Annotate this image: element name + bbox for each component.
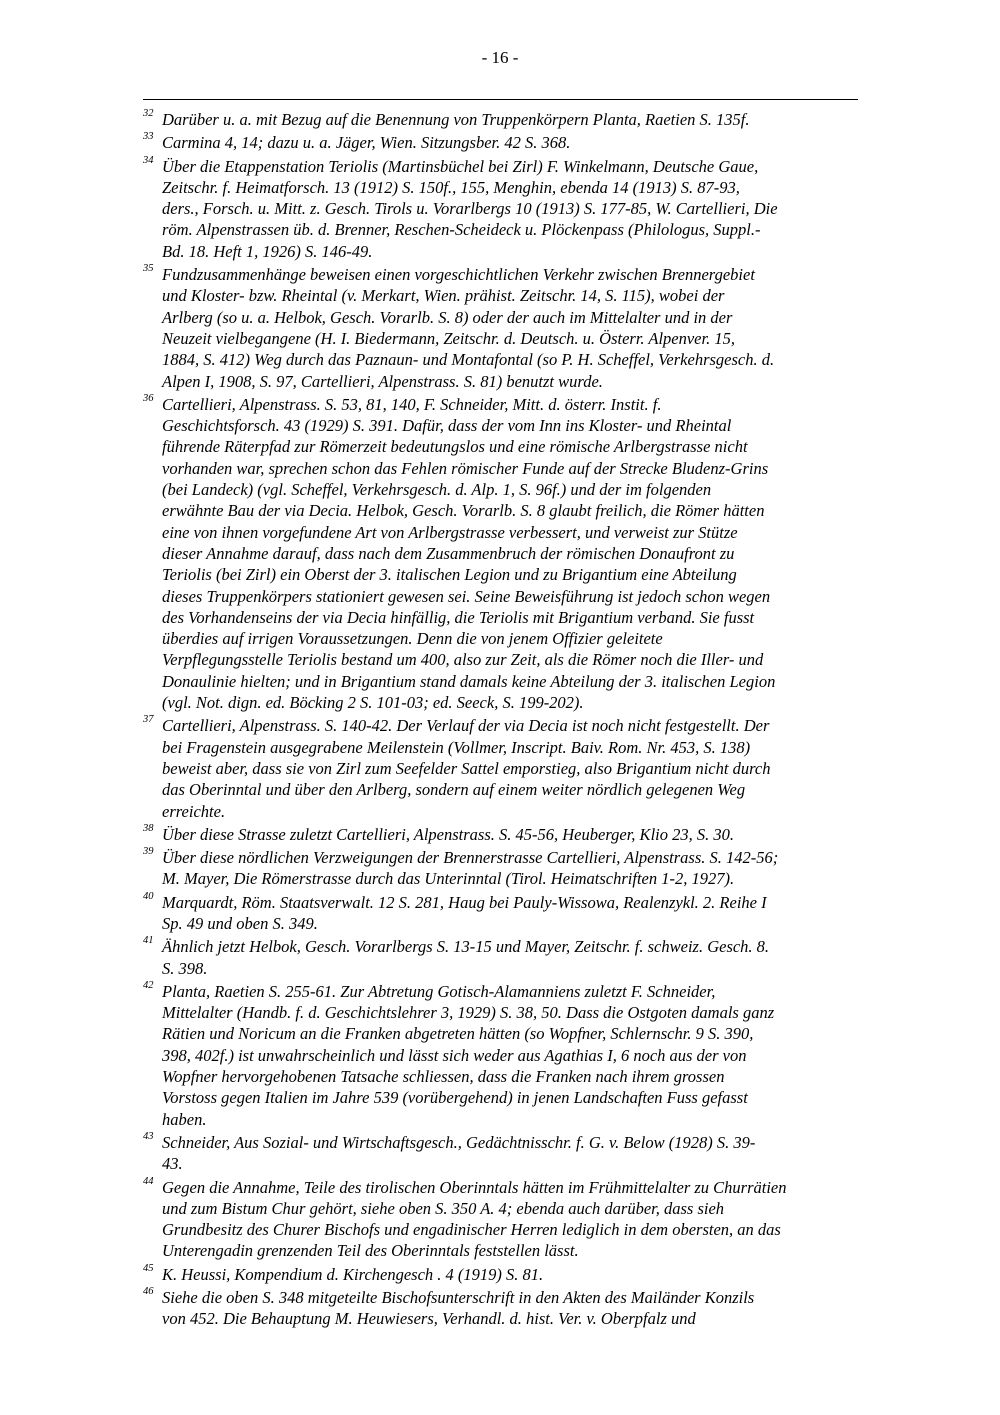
footnote-text-line: Schneider, Aus Sozial- und Wirtschaftsgesch., Gedächtnisschr. f. G. v. Below (1928) S. 39- bbox=[162, 1132, 756, 1152]
footnote-number: 34 bbox=[143, 154, 154, 166]
footnote-text-line: dieser Annahme darauf, dass nach dem Zusammenbruch der römischen Donaufront zu bbox=[162, 543, 735, 563]
footnote-text-line: Ähnlich jetzt Helbok, Gesch. Vorarlbergs S. 13-15 und Mayer, Zeitschr. f. schweiz. Gesch. 8. bbox=[162, 937, 770, 957]
footnote-text-line: beweist aber, dass sie von Zirl zum Seefelder Sattel emporstieg, also Brigantium nicht durch bbox=[162, 758, 771, 778]
footnote-44 bbox=[143, 1177, 863, 1262]
footnote-32 bbox=[143, 109, 863, 130]
footnote-text-line: Über diese Strasse zuletzt Cartellieri, Alpenstrass. S. 45-56, Heuberger, Klio 23, S. 30. bbox=[162, 824, 734, 844]
footnote-number: 41 bbox=[143, 935, 154, 947]
footnote-35 bbox=[143, 264, 863, 392]
footnote-text-line: S. 398. bbox=[162, 958, 208, 978]
footnote-text-line: Über die Etappenstation Teriolis (Martinsbüchel bei Zirl) F. Winkelmann, Deutsche Gaue, bbox=[162, 156, 759, 176]
footnote-number: 46 bbox=[143, 1286, 154, 1298]
footnote-text-line: von 452. Die Behauptung M. Heuwiesers, Verhandl. d. hist. Ver. v. Oberpfalz und bbox=[162, 1309, 696, 1329]
footnote-number: 45 bbox=[143, 1262, 154, 1274]
footnote-number: 39 bbox=[143, 846, 154, 858]
footnote-text-line: Mittelalter (Handb. f. d. Geschichtslehrer 3, 1929) S. 38, 50. Dass die Ostgoten damals ganz bbox=[162, 1003, 775, 1023]
footnote-39 bbox=[143, 847, 863, 890]
footnote-40 bbox=[143, 892, 863, 935]
footnote-text-line: Sp. 49 und oben S. 349. bbox=[162, 913, 318, 933]
footnote-text-line: und Kloster- bzw. Rheintal (v. Merkart, Wien. prähist. Zeitschr. 14, S. 115), wobei der bbox=[162, 286, 725, 306]
footnote-text-line: Teriolis (bei Zirl) ein Oberst der 3. italischen Legion und zu Brigantium eine Abteilung bbox=[162, 565, 737, 585]
footnote-text-line: erwähnte Bau der via Decia. Helbok, Gesch. Vorarlb. S. 8 glaubt freilich, die Römer hätten bbox=[162, 501, 765, 521]
footnote-43 bbox=[143, 1132, 863, 1175]
footnote-list bbox=[143, 109, 863, 1332]
footnote-text-line: Carmina 4, 14; dazu u. a. Jäger, Wien. Sitzungsber. 42 S. 368. bbox=[162, 133, 571, 153]
footnote-text-line: Marquardt, Röm. Staatsverwalt. 12 S. 281, Haug bei Pauly-Wissowa, Realenzykl. 2. Reihe I bbox=[162, 892, 767, 912]
footnote-text-line: Neuzeit vielbegangene (H. I. Biedermann, Zeitschr. d. Deutsch. u. Österr. Alpenver. 15, bbox=[162, 328, 735, 348]
footnote-text-line: eine von ihnen vorgefundene Art von Arlbergstrasse verbessert, und verweist zur Stütze bbox=[162, 522, 738, 542]
footnote-text-line: überdies auf irrigen Voraussetzungen. Denn die von jenem Offizier geleitete bbox=[162, 629, 663, 649]
footnote-text-line: Verpflegungsstelle Teriolis bestand um 400, also zur Zeit, als die Römer noch die Iller- und bbox=[162, 650, 764, 670]
footnote-45 bbox=[143, 1264, 863, 1285]
footnote-33 bbox=[143, 132, 863, 153]
footnote-34 bbox=[143, 156, 863, 262]
footnote-37 bbox=[143, 715, 863, 821]
footnote-text-line: Vorstoss gegen Italien im Jahre 539 (vorübergehend) in jenen Landschaften Fuss gefasst bbox=[162, 1088, 748, 1108]
footnote-number: 40 bbox=[143, 890, 154, 902]
footnote-number: 36 bbox=[143, 392, 154, 404]
footnote-text-line: dieses Truppenkörpers stationiert gewesen sei. Seine Beweisführung ist jedoch schon wegen bbox=[162, 586, 771, 606]
footnote-text-line: des Vorhandenseins der via Decia hinfällig, die Teriolis mit Brigantium verband. Sie fusst bbox=[162, 607, 755, 627]
footnote-text-line: Darüber u. a. mit Bezug auf die Benennung von Truppenkörpern Planta, Raetien S. 135f. bbox=[162, 110, 750, 129]
footnote-number: 38 bbox=[143, 822, 154, 834]
footnote-46 bbox=[143, 1287, 863, 1330]
footnote-text-line: Über diese nördlichen Verzweigungen der Brennerstrasse Cartellieri, Alpenstrass. S. 142-56; bbox=[162, 848, 779, 868]
footnote-number: 42 bbox=[143, 979, 154, 991]
footnote-text-line: Wopfner hervorgehobenen Tatsache schliessen, dass die Franken nach ihrem grossen bbox=[162, 1067, 725, 1087]
footnote-text-line: und zum Bistum Chur gehört, siehe oben S. 350 A. 4; ebenda auch darüber, dass sieh bbox=[162, 1198, 725, 1218]
footnote-text-line: (bei Landeck) (vgl. Scheffel, Verkehrsgesch. d. Alp. 1, S. 96f.) und der im folgenden bbox=[162, 480, 712, 500]
footnote-text-line: erreichte. bbox=[162, 801, 226, 821]
footnote-text-line: Arlberg (so u. a. Helbok, Gesch. Vorarlb. S. 8) oder der auch im Mittelalter und in der bbox=[162, 307, 733, 327]
footnote-number: 43 bbox=[143, 1130, 154, 1142]
footnote-36 bbox=[143, 394, 863, 713]
footnote-text-line: das Oberinntal und über den Arlberg, sondern auf einem weiter nördlich gelegenen Weg bbox=[162, 780, 746, 800]
footnote-text-line: röm. Alpenstrassen üb. d. Brenner, Reschen-Scheideck u. Plöckenpass (Philologus, Suppl.- bbox=[162, 220, 761, 240]
footnote-text-line: Gegen die Annahme, Teile des tirolischen Oberinntals hätten im Frühmittelalter zu Churrätien bbox=[162, 1177, 787, 1197]
footnote-text-line: Fundzusammenhänge beweisen einen vorgeschichtlichen Verkehr zwischen Brennergebiet bbox=[162, 265, 755, 285]
footnote-text-line: Donaulinie hielten; und in Brigantium stand damals keine Abteilung der 3. italischen Legion bbox=[162, 671, 776, 691]
footnote-text-line: haben. bbox=[162, 1109, 207, 1129]
footnote-text-line: Bd. 18. Heft 1, 1926) S. 146-49. bbox=[162, 241, 373, 261]
footnote-number: 33 bbox=[143, 131, 154, 143]
footnote-text-line: Cartellieri, Alpenstrass. S. 53, 81, 140, F. Schneider, Mitt. d. österr. Instit. f. bbox=[162, 394, 662, 414]
footnote-text-line: 398, 402f.) ist unwahrscheinlich und lässt sich weder aus Agathias I, 6 noch aus der von bbox=[162, 1045, 747, 1065]
footnote-text-line: Alpen I, 1908, S. 97, Cartellieri, Alpenstrass. S. 81) benutzt wurde. bbox=[162, 371, 603, 391]
footnote-41 bbox=[143, 936, 863, 979]
footnote-text-line: Unterengadin grenzenden Teil des Oberinntals feststellen lässt. bbox=[162, 1241, 579, 1261]
footnote-text-line: K. Heussi, Kompendium d. Kirchengesch . 4 (1919) S. 81. bbox=[162, 1264, 544, 1284]
footnote-text-line: 1884, S. 412) Weg durch das Paznaun- und Montafontal (so P. H. Scheffel, Verkehrsgesch. d. bbox=[162, 350, 775, 370]
footnote-42 bbox=[143, 981, 863, 1130]
footnote-text-line: Geschichtsforsch. 43 (1929) S. 391. Dafür, dass der vom Inn ins Kloster- und Rheintal bbox=[162, 416, 732, 436]
footnote-text-line: bei Fragenstein ausgegrabene Meilenstein (Vollmer, Inscript. Baiv. Rom. Nr. 453, S. 138) bbox=[162, 737, 751, 757]
footnote-text-line: 43. bbox=[162, 1154, 183, 1174]
footnote-text-line: Planta, Raetien S. 255-61. Zur Abtretung Gotisch-Alamanniens zuletzt F. Schneider, bbox=[162, 981, 716, 1001]
footnote-38 bbox=[143, 824, 863, 845]
footnote-text-line: M. Mayer, Die Römerstrasse durch das Unterinntal (Tirol. Heimatschriften 1-2, 1927). bbox=[162, 869, 735, 889]
footnote-text-line: vorhanden war, sprechen schon das Fehlen römischer Funde auf der Strecke Bludenz-Grins bbox=[162, 458, 769, 478]
footnote-text-line: Cartellieri, Alpenstrass. S. 140-42. Der Verlauf der via Decia ist noch nicht festgestellt. Der bbox=[162, 716, 770, 736]
footnote-number: 44 bbox=[143, 1175, 154, 1187]
footnote-text-line: Grundbesitz des Churer Bischofs und engadinischer Herren lediglich in dem obersten, an das bbox=[162, 1220, 781, 1240]
footnote-text-line: Rätien und Noricum an die Franken abgetreten hätten (so Wopfner, Schlernschr. 9 S. 390, bbox=[162, 1024, 754, 1044]
footnote-number: 37 bbox=[143, 714, 154, 726]
footnote-number: 32 bbox=[143, 108, 154, 119]
footnote-text-line: Siehe die oben S. 348 mitgeteilte Bischofsunterschrift in den Akten des Mailänder Konzils bbox=[162, 1288, 755, 1308]
footnote-text-line: ders., Forsch. u. Mitt. z. Gesch. Tirols u. Vorarlbergs 10 (1913) S. 177-85, W. Cartellieri, Die bbox=[162, 199, 778, 219]
footnote-number: 35 bbox=[143, 263, 154, 275]
footnote-text-line: Zeitschr. f. Heimatforsch. 13 (1912) S. 150f., 155, Menghin, ebenda 14 (1913) S. 87-93, bbox=[162, 177, 740, 197]
footnote-text-line: (vgl. Not. dign. ed. Böcking 2 S. 101-03; ed. Seeck, S. 199-202). bbox=[162, 693, 584, 713]
page-number: - 16 - bbox=[481, 48, 519, 67]
footnote-text-line: führende Räterpfad zur Römerzeit bedeutungslos und eine römische Arlbergstrasse nicht bbox=[162, 437, 748, 457]
footnote-separator bbox=[143, 99, 858, 100]
